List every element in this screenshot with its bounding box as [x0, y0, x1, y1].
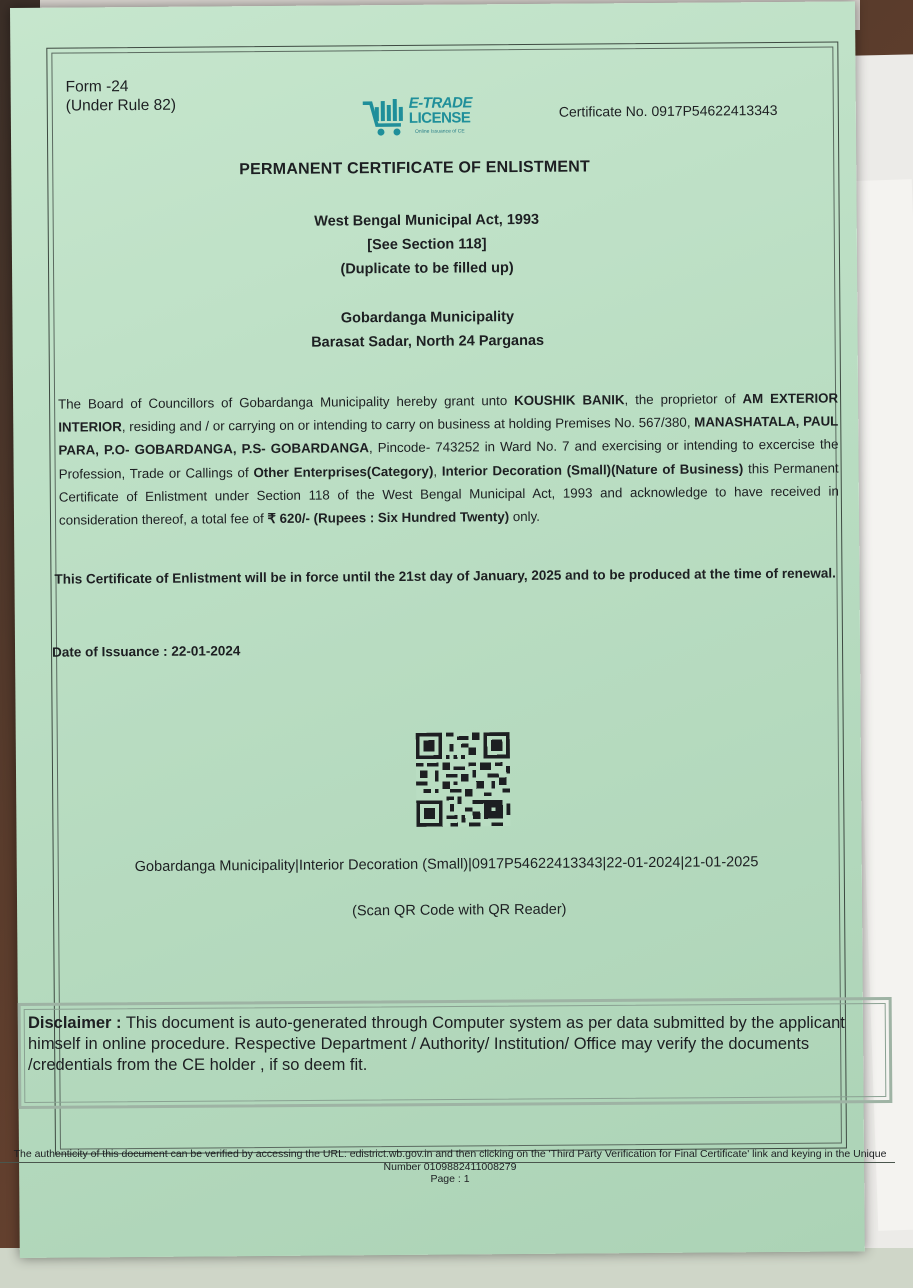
act-section: [See Section 118] — [367, 236, 487, 254]
grant-text-6: this Permanent Certificate of Enlistment under Section 118 of the West Bengal Municipal Act, 1993 and acknowledge to have received in consideration thereof, a total fee of — [58, 460, 839, 528]
logo-text-etrade: E-TRADE — [408, 94, 472, 112]
grant-text-7: only. — [509, 508, 541, 525]
etrade-license-logo — [361, 92, 501, 145]
qr-scan-hint: (Scan QR Code with QR Reader) — [352, 901, 567, 920]
logo-tagline: Online Issuance of CE — [414, 128, 465, 135]
form-number-line-2: (Under Rule 82) — [65, 96, 177, 115]
disclaimer — [28, 1013, 868, 1076]
business-category: Other Enterprises(Category) — [253, 463, 434, 480]
grant-text-4: , Pincode- 743252 in Ward No. 7 and exercising or intending to excercise the Profession, Trade or Callings of — [58, 436, 839, 482]
act-title: West Bengal Municipal Act, 1993 — [314, 211, 540, 230]
validity-statement: This Certificate of Enlistment will be in force until the 21st day of January, 2025 and to be produced at the time of renewal. — [54, 565, 836, 587]
grant-paragraph — [58, 387, 839, 532]
grant-text-3: , residing and / or carrying on or intending to carry on business at holding Premises No. 567/380, — [121, 414, 695, 435]
footer — [5, 1148, 895, 1186]
page-title: PERMANENT CERTIFICATE OF ENLISTMENT — [239, 158, 591, 179]
issuance-date: Date of Issuance : 22-01-2024 — [52, 643, 241, 660]
logo-text-license: LICENSE — [408, 109, 471, 127]
disclaimer-label: Disclaimer : — [28, 1014, 122, 1032]
grant-text-2: , the proprietor of — [624, 391, 743, 408]
fee-amount: ₹ 620/- (Rupees : Six Hundred Twenty) — [267, 509, 510, 527]
verification-note: The authenticity of this document can be verified by accessing the URL: edistrict.wb.gov.in and then clicking on the 'Third Party Verification for Final Certificate' link and keying in the Unique Number 0109882411008279 — [13, 1148, 887, 1173]
municipality-name: Gobardanga Municipality — [340, 309, 515, 327]
act-duplicate-note: (Duplicate to be filled up) — [340, 260, 514, 278]
certificate-number: Certificate No. 0917P54622413343 — [558, 101, 778, 120]
form-number-line-1: Form -24 — [65, 78, 129, 96]
municipality-district: Barasat Sadar, North 24 Parganas — [311, 332, 545, 351]
disclaimer-text: This document is auto-generated through Computer system as per data submitted by the applicant himself in online procedure. Respective Department / Authority/ Institution/ Office may verify the documents /credentials from the CE holder , if so deem fit. — [28, 1014, 845, 1074]
grant-text-5: , — [433, 463, 442, 479]
grant-text-1: The Board of Councillors of Gobardanga Municipality hereby grant unto — [58, 393, 515, 412]
business-address: MANASHATALA, PAUL PARA, P.O- GOBARDANGA, P.S- GOBARDANGA — [58, 413, 839, 459]
page-number: Page : 1 — [430, 1173, 470, 1185]
cart-icon — [361, 93, 409, 137]
qr-caption: Gobardanga Municipality|Interior Decoration (Small)|0917P54622413343|22-01-2024|21-01-2025 — [134, 854, 759, 876]
business-name: AM EXTERIOR INTERIOR — [58, 390, 839, 435]
form-number — [66, 77, 177, 116]
holder-name: KOUSHIK BANIK — [514, 392, 625, 409]
qr-code — [416, 732, 511, 827]
business-nature: Interior Decoration (Small)(Nature of Business) — [441, 460, 744, 479]
